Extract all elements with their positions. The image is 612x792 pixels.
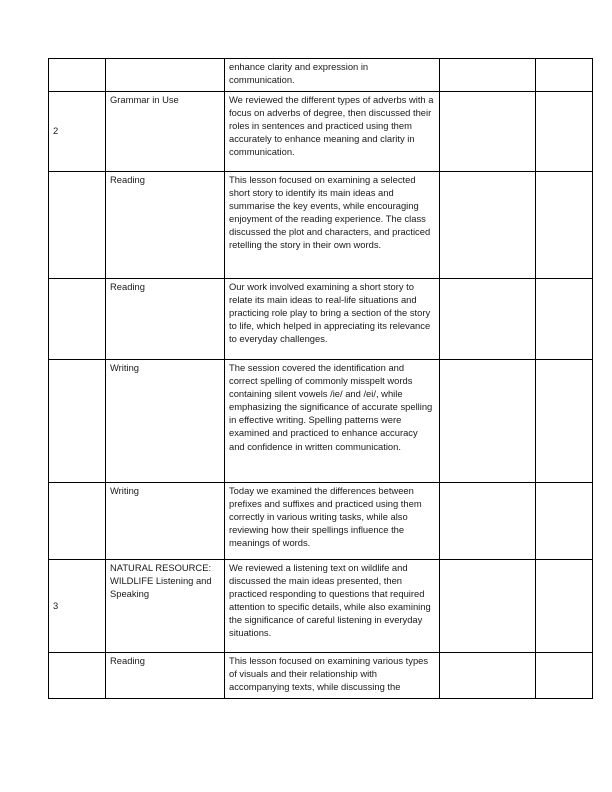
topic-cell: Reading — [106, 172, 225, 279]
topic-cell: NATURAL RESOURCE: WILDLIFE Listening and Speaking — [106, 560, 225, 653]
week-cell — [49, 483, 106, 560]
description-cell: The session covered the identification and correct spelling of commonly misspelt words containing silent vowels /ie/ and /ei/, while emphasizing the significance of accurate spelling in effective writing. Spelling patterns were examined and practiced to enhance accuracy and confidence in written communication. — [225, 360, 440, 483]
topic-cell: Reading — [106, 279, 225, 360]
description-cell: We reviewed a listening text on wildlife and discussed the main ideas presented, then practiced responding to questions that required attention to specific details, while also examining the significance of careful listening in everyday situations. — [225, 560, 440, 653]
description-cell: Our work involved examining a short story to relate its main ideas to real-life situations and practicing role play to bring a section of the story to life, which helped in appreciating its relevance to everyday challenges. — [225, 279, 440, 360]
empty-cell — [536, 653, 593, 699]
table-row — [49, 360, 593, 483]
week-cell — [49, 172, 106, 279]
empty-cell — [440, 172, 536, 279]
description-cell: We reviewed the different types of adverbs with a focus on adverbs of degree, then discussed their roles in sentences and practiced using them accurately to enhance meaning and clarity in communication. — [225, 92, 440, 172]
week-cell — [49, 653, 106, 699]
description-cell: This lesson focused on examining a selected short story to identify its main ideas and summarise the key events, while encouraging enjoyment of the reading experience. The class discussed the plot and characters, and practiced retelling the story in their own words. — [225, 172, 440, 279]
week-cell: 3 — [49, 560, 106, 653]
table-row — [49, 483, 593, 560]
empty-cell — [536, 279, 593, 360]
description-cell: Today we examined the differences between prefixes and suffixes and practiced using them correctly in various writing tasks, while also reviewing how their spellings influence the meanings of words. — [225, 483, 440, 560]
week-cell: 2 — [49, 92, 106, 172]
table-row — [49, 279, 593, 360]
empty-cell — [440, 92, 536, 172]
topic-cell: Reading — [106, 653, 225, 699]
table-row — [49, 653, 593, 699]
week-cell — [49, 59, 106, 92]
description-cell: enhance clarity and expression in communication. — [225, 59, 440, 92]
table-row — [49, 560, 593, 653]
topic-cell: Writing — [106, 360, 225, 483]
empty-cell — [440, 653, 536, 699]
empty-cell — [536, 360, 593, 483]
empty-cell — [440, 483, 536, 560]
empty-cell — [536, 172, 593, 279]
topic-cell — [106, 59, 225, 92]
table-row — [49, 172, 593, 279]
empty-cell — [536, 92, 593, 172]
empty-cell — [440, 279, 536, 360]
empty-cell — [440, 560, 536, 653]
empty-cell — [440, 59, 536, 92]
week-cell — [49, 279, 106, 360]
table-row — [49, 59, 593, 92]
description-cell: This lesson focused on examining various types of visuals and their relationship with accompanying texts, while discussing the — [225, 653, 440, 699]
lesson-notes-table — [48, 58, 593, 699]
topic-cell: Writing — [106, 483, 225, 560]
topic-cell: Grammar in Use — [106, 92, 225, 172]
week-cell — [49, 360, 106, 483]
table-row — [49, 92, 593, 172]
empty-cell — [536, 560, 593, 653]
empty-cell — [440, 360, 536, 483]
empty-cell — [536, 59, 593, 92]
empty-cell — [536, 483, 593, 560]
